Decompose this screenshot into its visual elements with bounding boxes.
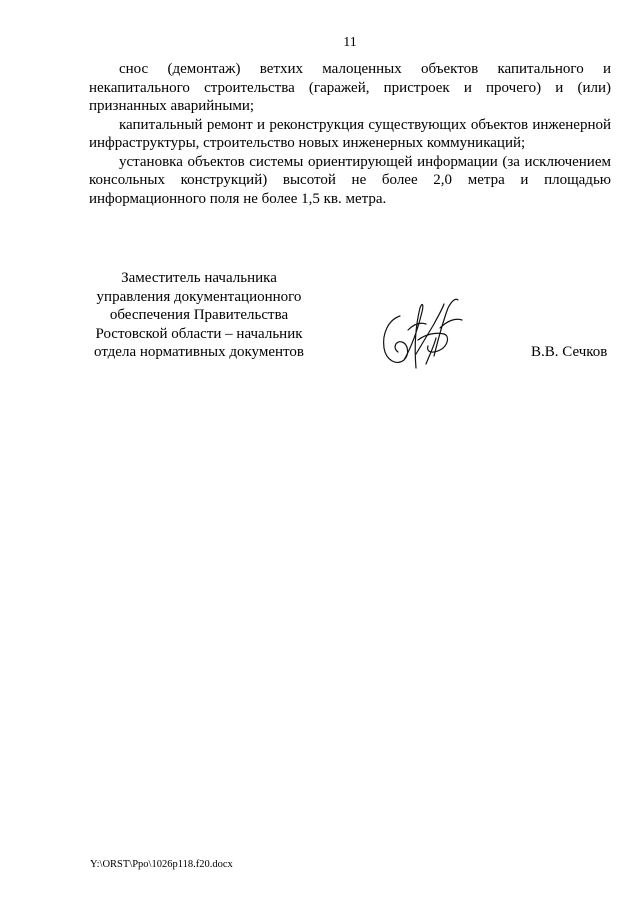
signatory-title-line: Ростовской области – начальник [95, 325, 303, 342]
signatory-title-line: обеспечения Правительства [109, 307, 289, 324]
paragraph-signage: установка объектов системы ориентирующей информации (за исключением консольных конструкций) высотой не более 2,0 метра и площадью информационного поля не более 1,5 кв. метра. [89, 153, 611, 207]
footer-file-path: Y:\ORST\Ppo\1026p118.f20.docx [90, 859, 233, 870]
paragraph-demolition: снос (демонтаж) ветхих малоценных объектов капитального и некапитального строительства (гаражей, пристроек и прочего) и (или) признанных аварийными; [89, 61, 611, 114]
handwritten-signature [378, 294, 470, 370]
signatory-title-line: отдела нормативных документов [94, 344, 304, 361]
signatory-title [90, 269, 308, 362]
page-number: 11 [343, 35, 357, 50]
signatory-title-line: управления документационного [96, 288, 302, 305]
signatory-name: В.В. Сечков [531, 344, 608, 360]
paragraph-infrastructure: капитальный ремонт и реконструкция существующих объектов инженерной инфраструктуры, строительство новых инженерных коммуникаций; [89, 116, 611, 151]
signatory-title-line: Заместитель начальника [121, 270, 277, 286]
body-text [89, 60, 611, 208]
